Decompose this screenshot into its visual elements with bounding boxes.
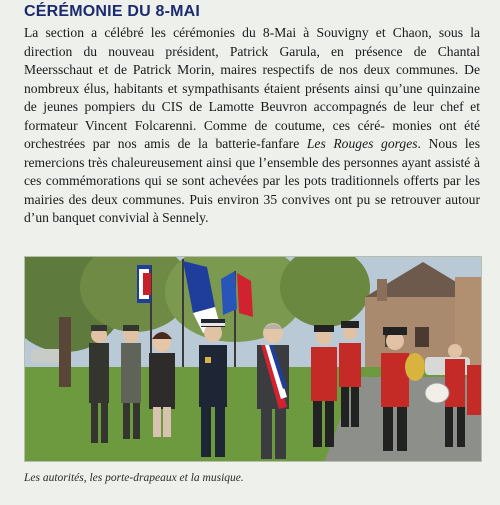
body-line: pots traditionnels offerts par les mairies des deux communes. Puis environ: [24, 173, 481, 207]
band-name: Les Rouges: [306, 136, 374, 151]
photo-caption: Les autorités, les porte-drapeaux et la musique.: [24, 472, 244, 484]
body-line: 35 convives ont pu se retrouver autour d’un banquet convivial à Sennely.: [24, 191, 480, 225]
body-line: Meersschaut et de Patrick Morin, maires respectifs de nos deux communes.: [24, 62, 459, 77]
body-line: quinzaine de jeunes pompiers du CIS de Lamotte Beuvron accompagnés de: [24, 80, 481, 114]
body-line: direction du nouveau président, Patrick Garula, en présence de Chantal: [24, 43, 480, 59]
band-name-cont: gorges: [381, 136, 418, 151]
article-title: CÉRÉMONIE DU 8-MAI: [24, 3, 201, 20]
ceremony-photo: [24, 256, 482, 462]
body-line: leur chef et formateur Vincent Folcarenni. Comme de coutume, ces céré-: [24, 99, 480, 133]
body-line: personnes ayant assisté à ces commémorations qui se sont achevées par les: [24, 154, 480, 188]
body-line: La section a célébré les cérémonies du 8-Mai à Souvigny et Chaon, sous la: [24, 25, 480, 40]
body-line: . Nous les remercions très chaleureusement ainsi que l’ensemble des: [24, 136, 480, 170]
article-body: [24, 24, 480, 228]
body-line: De nombreux élus, habitants et sympathisants étaient présents ainsi qu’une: [24, 62, 480, 96]
ceremony-photo-illustration: [25, 257, 481, 461]
body-line: monies ont été orchestrées par nos amis de la batterie-fanfare: [24, 117, 481, 151]
